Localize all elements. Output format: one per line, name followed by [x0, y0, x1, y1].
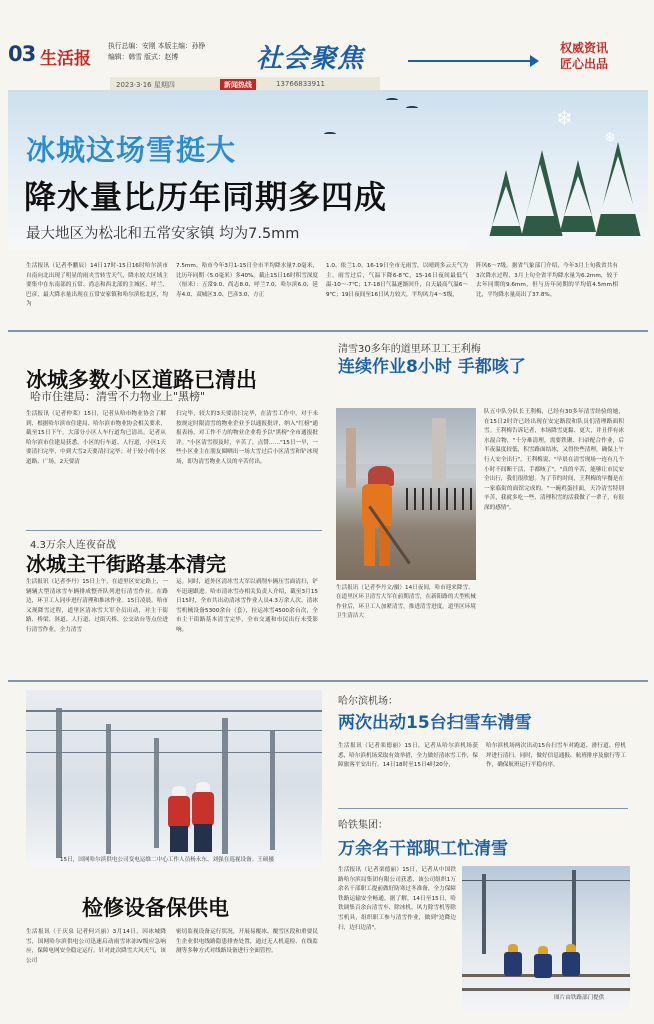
slogan-line: 匠心出品 — [560, 57, 609, 71]
catenary-pole — [482, 874, 486, 954]
story7-headline: 检修设备保供电 — [82, 895, 229, 920]
story2-subheadline: 哈市住建局：清雪不力物业上"黑榜" — [30, 390, 206, 403]
pylon — [154, 738, 159, 848]
pylon — [222, 718, 228, 854]
section-title: 社会聚焦 — [256, 44, 365, 74]
lead-story-col4: 阵风6～7级。据省气象部门介绍，今年3月上旬我省共有3次降水过程，3月上旬全省平均降水量为6.2mm，较于去年同期的9.6mm，但与历年同期的平均值4.5mm相比，平均降水量高出了37.8%。 — [476, 263, 618, 298]
tree-snow — [492, 186, 520, 226]
hotline-number: 13766833911 — [276, 80, 325, 88]
power-line — [26, 752, 322, 753]
rail-track — [462, 988, 630, 991]
header-rule — [408, 60, 536, 62]
story5-col1: 生活报讯（记者栾德丽）15日，记者从哈尔滨机场获悉，哈尔滨机场采取有效举措，全力做好清冰雪工作，保障旅客平安出行。14日18时至15日4时20分， — [338, 743, 478, 769]
staff-line: 执行总编：安刚 本版主编：孙铮 — [108, 42, 206, 50]
tree-snow — [564, 176, 592, 216]
worker-body — [562, 952, 580, 976]
catenary-pole — [572, 870, 576, 954]
story5-kicker: 哈尔滨机场： — [338, 696, 398, 707]
tree-snow — [526, 164, 554, 216]
worker-head — [368, 466, 394, 486]
power-line — [26, 730, 322, 731]
tree-snow — [600, 156, 636, 214]
issue-date: 2023·3·16 星期四 — [116, 81, 175, 89]
story5-headline: 两次出动15台扫雪车清雪 — [338, 713, 532, 733]
story7-col1: 生活报讯（于庆泉 记者何兴丽）3月14日，因冰城降雪，国网哈尔滨供电公司迅速启动雨雪冰冻IV级应急响应，保障电网安全稳定运行。针对此次降雪大风天气，该公司 — [26, 929, 166, 964]
story3-headline: 冰城主干街路基本清完 — [26, 552, 226, 576]
lead-story-col3: 1.0、依兰1.0。16-19日全市无雨雪，以晴到多云天气为主。雨雪过后，气温下降6-8℃，15-16日夜间最低气温-10～-7℃；17-18日气温逐渐回升，白天最高气温6～9℃；19日夜间至16日风力较大，平均风力4～5级， — [326, 263, 468, 298]
snowflake-icon: ❄ — [604, 130, 616, 146]
story3-kicker: 4.3万余人连夜奋战 — [30, 540, 116, 551]
photo-sky — [336, 408, 476, 464]
story4-photo-caption: 生活报讯（记者李丹文/摄）14日夜间，哈市迎来降雪。在道里区环卫清雪大军在前期清雪，在新阳路的大型机械作业后，环卫工人加紧清雪，推进清雪进度。道里区环境卫生清洁大 — [336, 585, 476, 620]
pylon — [270, 730, 275, 850]
story6-col: 生活报讯（记者栾德丽）15日，记者从中国铁路哈尔滨局集团有限公司获悉，该公司组织1万余名干部职工提前做好防寒过冬准备，全力保障铁路运输安全畅通。据了解，14日至15日，哈铁调集百余台清雪车、除冰机、风力除雪机等除雪机具，组织职工参与清雪作业，做到"边降边扫，边扫边清"。 — [338, 867, 456, 931]
substation-photo-caption: 15日，国网哈尔滨供电公司变电运维二中心工作人员杨永东、刘强在巡视设备。王硕摄 — [60, 857, 275, 863]
worker-body — [534, 954, 552, 978]
bird-icon — [386, 98, 398, 102]
story6-kicker: 哈铁集团： — [338, 820, 388, 831]
story2-col1: 生活报讯（记者仲莱）15日，记者从哈市物业协会了解到，根据哈尔滨市住建局、哈尔滨市物业协会相关要求，截至15日下午，大部分小区人车行道均已清出。记者从哈尔滨市住建局获悉，小区的行车道、人行道，小区1天要清扫完毕，中到大雪2天要清扫完毕；对于较小的小区道路、广场，2天要清 — [26, 411, 166, 465]
story-divider — [26, 530, 322, 531]
story4-headline: 连续作业8小时 手都咳了 — [338, 357, 526, 377]
lead-story-col2: 7.5mm。哈市今年3月1-15日全市平均降水量7.0毫米，比历年同期（5.0毫米）多40%。截止15日16时积雪深度（厘米）：五常9.0、尚志8.0、呼兰7.0、哈尔滨6.0、延寿4.0、双城区3.0、巴彦3.0、方正 — [176, 263, 318, 298]
railway-photo-caption: 图片由铁路部门提供 — [554, 995, 605, 1001]
catenary-wire — [462, 880, 630, 881]
worker-body — [168, 796, 190, 828]
worker-body — [362, 484, 392, 528]
worker-legs — [170, 826, 188, 852]
story2-col2: 扫完毕，较大的3天要清扫完毕，在清雪工作中，对于未按规定时限清雪的物业企业予以通报批评，纳入"红榜"通报表扬，对工作不力的物业企业将予以"黑榜"全市通报批评。"小区清雪很及时，辛苦了，点赞……"15日一早，一些小区业主在朋友圈晒出一场大雪过后小区清雪和铲冰现场，即为清雪物业人员的辛苦付出。 — [176, 411, 318, 465]
worker-leg — [364, 526, 375, 566]
story-divider — [338, 808, 628, 809]
snow-ground — [468, 236, 648, 250]
section-divider — [8, 680, 648, 682]
story2-headline: 冰城多数小区道路已清出 — [26, 367, 257, 392]
railway-photo — [462, 866, 630, 1010]
worker-body — [192, 792, 214, 826]
lead-story-col1: 生活报讯（记者李鹏辰）14日17时-15日16时哈尔滨市自南向北出现了明显的雨夹雪转雪天气，降水较大区域主要集中在东南部的五常、尚志和西北部的主城区、呼兰、巴彦，最大降水量出现在五常安家镇和哈尔滨松北区，均为 — [26, 263, 168, 308]
story3-col2: 运。同时，道外区清冰雪大军以剥削车辆压雪面清扫，铲车迅速跟进。哈市清冰雪办相关负责人介绍，截至3月15日15时，全市共出动清冰雪作业人员4.3万余人次、清冰雪机械设备5300余台（套），拉运冰雪4500余台次，全市主干街路基本清雪完毕，全市交通和市民出行未受影响。 — [176, 579, 318, 633]
banner-kicker: 冰城这场雪挺大 — [26, 133, 237, 167]
story5-col2: 哈尔滨机场两次出动15台扫雪车对跑道、滑行道、停机坪进行清扫。同时，做好信息通报、航班排序及旅行等工作，确保航班运行平稳有序。 — [486, 743, 626, 769]
staff-line: 编辑：韩雪 版式：赵博 — [108, 53, 179, 61]
snowflake-icon: ❄ — [556, 106, 573, 130]
slogan-line: 权威资讯 — [560, 41, 609, 55]
hotline-label: 新闻热线 — [220, 79, 256, 91]
substation-photo — [26, 690, 322, 866]
section-divider — [8, 330, 648, 332]
newspaper-logo: 生活报 — [40, 49, 91, 69]
bird-icon — [324, 132, 336, 136]
story3-col1: 生活报讯（记者李丹）15日上午，在道里区安定路上，一辆辆大型清冰雪车辆排成整齐队列进行清雪作业。在路边，环卫工人同步进行清理和推冰作业。15日凌晨，哈市又现降雪过程，道里区清冰雪大军全员出动，对主干街路、桥梁、斜道、人行道、过街天桥、公交站台等点位进行清雪作业，全力清雪 — [26, 579, 168, 633]
banner-headline: 降水量比历年同期多四成 — [24, 178, 388, 216]
staff-credits — [108, 41, 205, 63]
photo-railing — [406, 488, 476, 510]
story4-kicker: 清雪30多年的道里环卫工王利梅 — [338, 344, 481, 355]
photo-building — [432, 418, 446, 488]
header-slogan — [560, 40, 608, 72]
power-line — [26, 710, 322, 712]
worker-legs — [194, 824, 212, 852]
banner-subheadline: 最大地区为松北和五常安家镇 均为7.5mm — [26, 226, 300, 242]
story4-col: 队五中队分队长王利梅，已经有30多年清雪经验的她，在15日2时许已经出现在安定路段和队员们清理路面积雪。王利梅告诉记者，本场降雪更黏、更大，并且伴有冰水混合物，"十分难清理，需要铁锹、扫帚配合作业，后半夜温度较低，积雪路面结冰，又得快些清理，确保上午行人安全出行"。王利梅说，"早晨在清雪现场一连有几个小时不间断干活，手都咳了"。"真的辛苦，能够让市民安全出行，我们很欣慰。为了节约时间，王利梅的早餐是在一家临街的面馆完成的。"一碗鸡蛋挂面，天冷清雪特别辛苦，我就多吃一些，清理积雪的活我做了一辈子，有很深的感情"。 — [484, 409, 624, 511]
header-arrow-icon — [530, 55, 539, 67]
pylon — [106, 724, 111, 854]
worker-body — [504, 952, 522, 976]
bird-icon — [406, 106, 418, 110]
photo-column — [346, 428, 356, 488]
page-number: 03 — [8, 42, 36, 66]
story7-col2: 密切监视设备运行状况，开展易覆冰、覆雪区段和重要民生企业供电线路隐患排查处置，通过无人机巡检、在线监测等多种方式对线路设备进行全面管控。 — [176, 929, 318, 955]
worker-sweeping-photo — [336, 408, 476, 580]
story6-headline: 万余名干部职工忙清雪 — [338, 839, 508, 859]
